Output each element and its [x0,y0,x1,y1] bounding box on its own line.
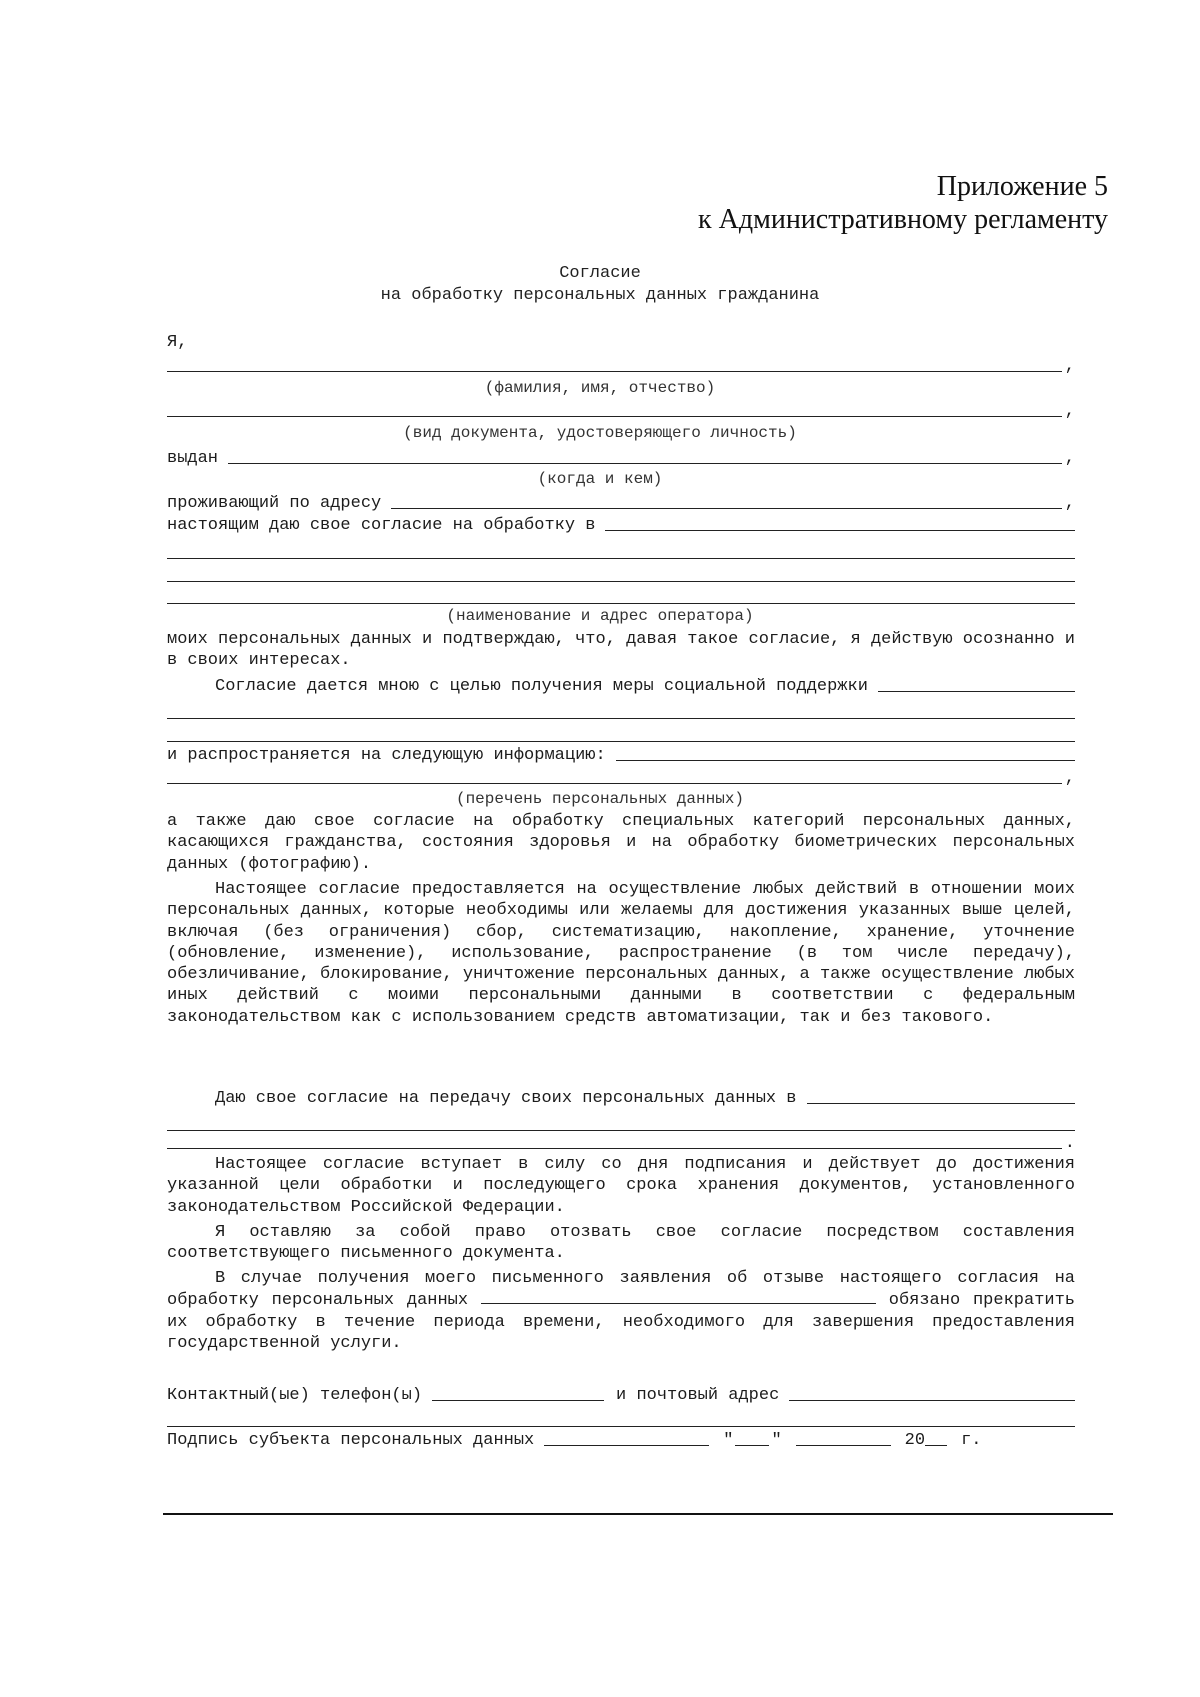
mail-address-field[interactable] [789,1400,1075,1401]
paragraph-special-categories: а также даю свое согласие на обработку специальных категорий персональных данных, касающихся гражданства, состояния здоровья и на обработку биометрических персональных данных (фотографию). [167,812,1075,874]
mail-label: и почтовый адрес [616,1386,780,1405]
comma: , [1064,357,1075,376]
date-day-field[interactable] [735,1445,769,1446]
transfer-label: Даю свое согласие на передачу своих персональных данных в [215,1089,797,1108]
appendix-reference: к Административному регламенту [698,204,1108,235]
signature-row [167,1428,1075,1450]
address-label: проживающий по адресу [167,494,382,513]
withdraw-obligation: обязано прекратить их обработку в течение периода времени, необходимого для завершения предоставления государственной услуги. [167,1291,1075,1353]
phone-field[interactable] [432,1400,604,1401]
id-document-caption: (вид документа, удостоверяющего личность) [403,424,797,442]
contacts-field-line-2[interactable] [167,1426,1075,1427]
transfer-field-line-3[interactable] [167,1148,1062,1149]
operator-caption: (наименование и адрес оператора) [446,607,754,625]
period: . [1064,1134,1075,1153]
operator-field[interactable] [605,530,1075,531]
withdraw-text: В случае получения моего письменного заявления об отзыве настоящего согласия на обработку персональных данных [167,1269,1075,1311]
issued-field[interactable] [228,463,1062,464]
contacts-row [167,1383,1075,1405]
paragraph-withdraw [167,1268,1075,1354]
comma: , [1064,402,1075,421]
signature-label: Подпись субъекта персональных данных [167,1431,535,1450]
purpose-label: Согласие дается мною с целью получения меры социальной поддержки [215,677,868,696]
paragraph-actions: Настоящее согласие предоставляется на осуществление любых действий в отношении моих персональных данных, которые необходимы или желаемы для достижения указанных выше целей, включая (без ограничения) сбор, систематизацию, накопление, хранение, уточнение (обновление, изменение), использование, распространение (в том числе передачу), обезличивание, блокирование, уничтожение персональных данных, а также осуществление любых иных действий с моими персональными данными в соответствии с федеральным законодательством как с использованием средств автоматизации, так и без такового. [167,880,1075,1027]
paragraph-revoke: Я оставляю за собой право отозвать свое согласие посредством составления соответствующего письменного документа. [167,1223,1075,1264]
info-field[interactable] [616,760,1075,761]
date-month-field[interactable] [796,1445,891,1446]
info-row [167,743,1075,765]
address-field[interactable] [391,508,1062,509]
operator-row [167,513,1075,535]
purpose-field-line-2[interactable] [167,718,1075,719]
phone-label: Контактный(ые) телефон(ы) [167,1386,423,1405]
operator-field-line-4[interactable] [167,603,1075,604]
operator-name-field[interactable] [481,1289,876,1304]
operator-field-line-3[interactable] [167,581,1075,582]
fio-caption: (фамилия, имя, отчество) [484,379,716,397]
purpose-field-line-3[interactable] [167,741,1075,742]
info-label: и распространяется на следующую информацию: [167,746,606,765]
comma: , [1064,769,1075,788]
document-subtitle: на обработку персональных данных гражданина [380,286,820,305]
id-document-row [167,399,1075,421]
i-label: Я, [167,333,188,352]
date-year-suffix: г. [961,1431,982,1450]
transfer-row [167,1086,1075,1108]
date-quote-close: " [771,1431,782,1450]
data-list-field[interactable] [167,783,1062,784]
appendix-number: Приложение 5 [936,171,1108,202]
data-list-caption: (перечень персональных данных) [455,790,745,808]
signature-field[interactable] [544,1445,709,1446]
date-year-prefix: 20 [904,1431,926,1450]
purpose-field[interactable] [878,691,1075,692]
address-row [167,491,1075,513]
issued-caption: (когда и кем) [537,470,663,488]
comma: , [1064,494,1075,513]
consent-label: настоящим даю свое согласие на обработку в [167,516,596,535]
appendix-header [698,170,1108,236]
transfer-end-row [167,1131,1075,1153]
data-list-row [167,766,1075,788]
issued-row [167,446,1075,468]
paragraph-validity: Настоящее согласие вступает в силу со дня подписания и действует до достижения указанной цели обработки и последующего срока хранения документов, установленного законодательством Российской Федерации. [167,1155,1075,1217]
fio-field[interactable] [167,371,1062,372]
fio-field-row [167,354,1075,376]
purpose-row [167,674,1075,696]
transfer-field[interactable] [807,1103,1076,1104]
comma: , [1064,449,1075,468]
paragraph-own-data: моих персональных данных и подтверждаю, что, давая такое согласие, я действую осознанно и в своих интересах. [167,630,1075,671]
bottom-rule [163,1513,1113,1515]
date-year-field[interactable] [925,1445,947,1446]
document-title: Согласие [559,264,641,283]
id-document-field[interactable] [167,416,1062,417]
operator-field-line-2[interactable] [167,558,1075,559]
issued-label: выдан [167,449,219,468]
date-quote-open: " [723,1431,734,1450]
